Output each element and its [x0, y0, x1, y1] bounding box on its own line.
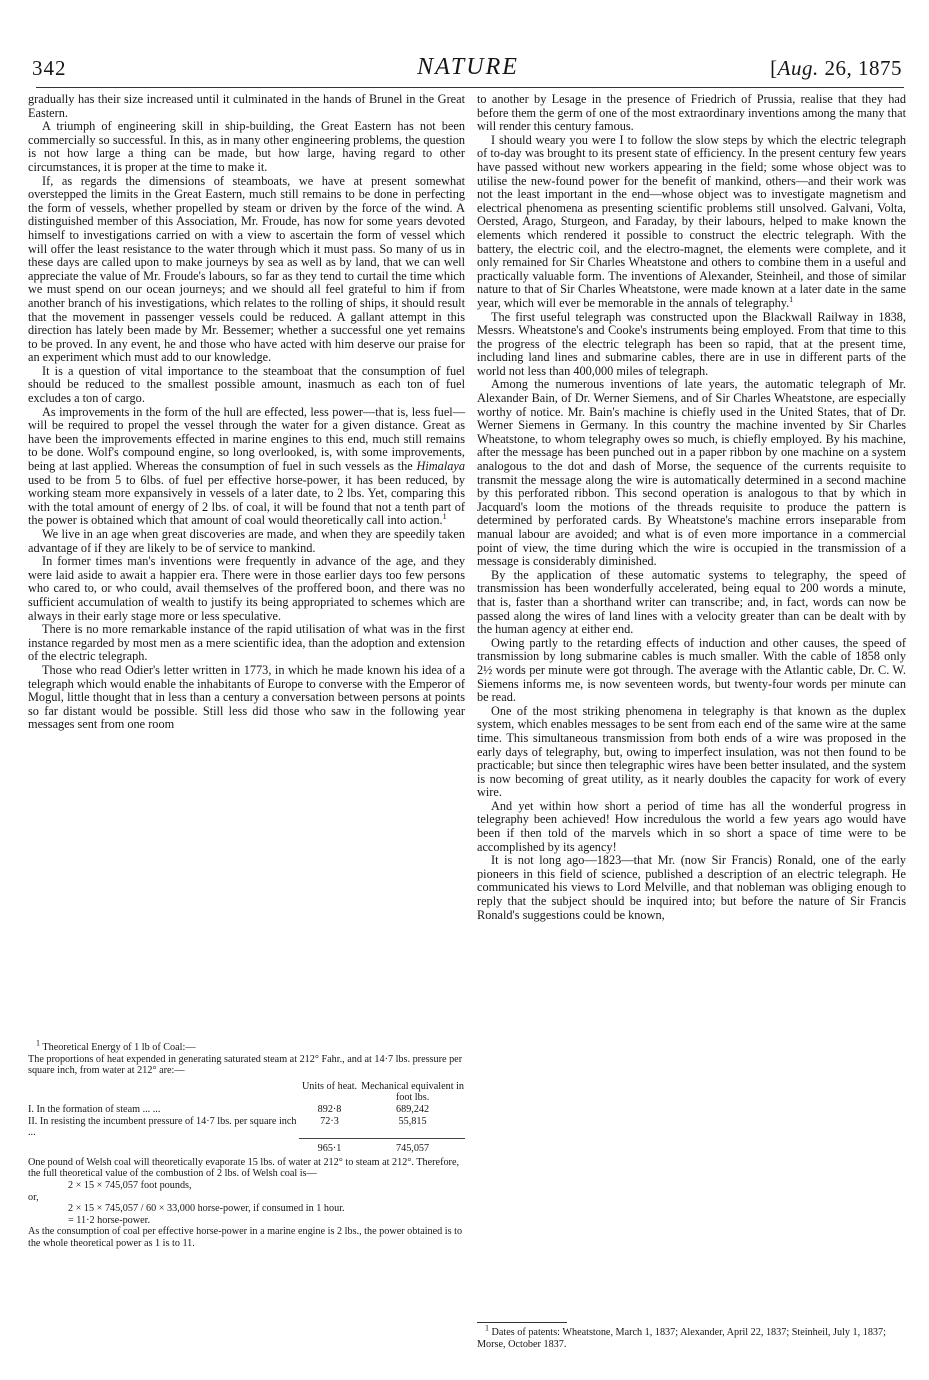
date-bracket: [	[770, 56, 778, 80]
date-month: Aug.	[777, 56, 819, 80]
row-units: 72·3	[320, 1115, 339, 1127]
footnote-number: 1	[36, 1038, 40, 1048]
table-header-row	[28, 1081, 465, 1104]
paragraph: Those who read Odier's letter written in 1773, in which he made known his idea of a telegraph which would enable the inhabitants of Europe to converse with the Emperor of Mogul, little thought that in less than a century a conversation between persons at points so far distant would be possible. Still less did those who saw in the following year messages sent from one room	[28, 662, 465, 732]
footnote-marker: 1	[442, 512, 447, 522]
total-mechanical: 745,057	[360, 1139, 465, 1155]
paragraph: to another by Lesage in the presence of Friedrich of Prussia, realise that they had before them the germ of one of the most extraordinary inventions among the many that will render this century famous.	[477, 92, 906, 134]
journal-title: NATURE	[417, 54, 519, 80]
calculation: 2 × 15 × 745,057 / 60 × 33,000 horse-power, if consumed in 1 hour.	[68, 1203, 345, 1215]
table-total-row	[28, 1139, 465, 1155]
paragraph: There is no more remarkable instance of the rapid utilisation of what was in the first instance regarded by most men as a mere scientific idea, than the adoption and extension of the electric telegraph.	[28, 622, 465, 664]
paragraph-text: I should weary you were I to follow the slow steps by which the electric telegraph of to-day was brought to its present state of efficiency. In the present century few years have passed without new workers appearing in the field; some whose object was to utilise the new-found power for the benefit of mankind, others—and their work was not the least important in the end—whose object was to investigate magnetism and electrical phenomena as presenting scientific problems still unsolved. Galvani, Volta, Oersted, Arago, Sturgeon, and Faraday, by their labours, helped to make known the elements which rendered it possible to construct the electric telegraph. With the battery, the electric coil, and the electro-magnet, the elements were complete, and it only remained for Sir Charles Wheatstone and others to combine them in a useful and practically valuable form. The inventions of Alexander, Steinheil, and those of similar nature to that of Sir Charles Wheatstone, were made known at a later date in the same year, which will ever be memorable in the annals of telegraphy.	[477, 132, 906, 310]
ship-name: Himalaya	[416, 459, 465, 474]
table-row	[28, 1116, 465, 1139]
page-header	[28, 48, 908, 88]
row-mechanical: 689,242	[396, 1103, 430, 1115]
calculation: = 11·2 horse-power.	[68, 1214, 151, 1226]
row-units: 892·8	[317, 1103, 342, 1115]
footnote-coal-energy	[28, 1038, 465, 1250]
footnote-number: 1	[485, 1323, 489, 1333]
right-column	[477, 93, 906, 922]
calculation: 2 × 15 × 745,057 foot pounds,	[68, 1180, 192, 1192]
footnote-text: One pound of Welsh coal will theoretically evaporate 15 lbs. of water at 212° to steam at 212°. Therefore, the full theoretical value of the combustion of 2 lbs. of Welsh coal is—	[28, 1156, 460, 1180]
paragraph-text: As improvements in the form of the hull are effected, less power—that is, less fuel—will be required to propel the vessel through the water for a given distance. Great as have been the improvements effected in marine engines to this end, much still remains to be done. Wolf's compound engine, so long overlooked, is, with some improvements, being at last applied. Whereas the consumption of fuel in such vessels as the	[28, 404, 465, 474]
table-row	[28, 1104, 465, 1116]
paragraph: gradually has their size increased until it culminated in the hands of Brunel in the Great Eastern.	[28, 92, 465, 120]
paragraph	[477, 134, 906, 311]
paragraph: We live in an age when great discoveries are made, and when they are speedily taken advantage of if they are likely to be of service to mankind.	[28, 527, 465, 555]
footnote-text	[477, 1323, 906, 1350]
row-label: I. In the formation of steam ... ...	[28, 1103, 161, 1115]
paragraph: A triumph of engineering skill in ship-building, the Great Eastern has not been commercially so successful. In this, as in many other engineering problems, the question is not how large a thing can be made, but how large, having regard to other circumstances, it is proper at the time to make it.	[28, 119, 465, 174]
header-rule	[36, 87, 904, 88]
column-header-units: Units of heat.	[301, 1080, 358, 1092]
paragraph: Owing partly to the retarding effects of induction and other causes, the speed of transmission by long submarine cables is much smaller. With the cable of 1858 only 2½ words per minute were got through. The average with the Atlantic cable, Dr. C. W. Siemens informs me, is now seventeen words, but twenty-four words per minute can be read.	[477, 635, 906, 705]
footnote-rule	[477, 1322, 567, 1323]
issue-date	[770, 56, 902, 81]
row-mechanical: 55,815	[398, 1115, 427, 1127]
footnote-text: or,	[28, 1191, 39, 1203]
footnote-patent-dates	[477, 1322, 906, 1350]
page-number: 342	[32, 56, 67, 80]
paragraph: One of the most striking phenomena in telegraphy is that known as the duplex system, which enables messages to be sent from each end of the same wire at the same time. This simultaneous transmission from both ends of a wire was proposed in the early days of telegraphy, but, owing to imperfect insulation, was not then found to be practicable; but since then telegraphic wires have been better insulated, and the system is now becoming of great utility, as it nearly doubles the capacity for work of every wire.	[477, 703, 906, 800]
footnote-marker: 1	[789, 294, 794, 304]
paragraph: It is not long ago—1823—that Mr. (now Sir Francis) Ronald, one of the early pioneers in this field of science, published a description of an electric telegraph. He communicated his views to Lord Melville, and that nobleman was obliging enough to reply that the subject should be inquired into; but before the nature of Sir Francis Ronald's suggestions could be known,	[477, 853, 906, 922]
paragraph: It is a question of vital importance to the steamboat that the consumption of fuel should be reduced to the smallest possible amount, inasmuch as each ton of fuel excludes a ton of cargo.	[28, 363, 465, 406]
footnote-body: Dates of patents: Wheatstone, March 1, 1837; Alexander, April 22, 1837; Steinheil, July 1, 1837; Morse, October 1837.	[477, 1327, 886, 1350]
paragraph: If, as regards the dimensions of steamboats, we have at present somewhat overstepped the limits in the Great Eastern, much still remains to be done in perfecting the form of vessels, whether propelled by steam or driven by the force of the wind. A distinguished member of this Association, Mr. Froude, has now for some years devoted himself to investigations carried on with a view to ascertain the form of vessel which will offer the least resistance to the water through which it must pass. So many of us in these days are called upon to make journeys by sea as well as by land, that we can well appreciate the value of Mr. Froude's labours, so far as they tend to curtail the time which we must spend on our ocean journeys; and we should all feel grateful to him if from another branch of his investigations, which relates to the rolling of ships, it should result that the movement in passenger vessels could be reduced. A gallant attempt in this direction has lately been made by Mr. Bessemer; whether a successful one yet remains to be proved. In any event, he and those who have acted with him deserve our praise for an experiment which must add to our knowledge.	[28, 173, 465, 365]
total-units: 965·1	[299, 1139, 360, 1155]
footnote-text: As the consumption of coal per effective horse-power in a marine engine is 2 lbs., the power obtained is to the whole theoretical power as 1 is to 11.	[28, 1226, 463, 1249]
footnote-heading	[28, 1038, 465, 1054]
paragraph: By the application of these automatic systems to telegraphy, the speed of transmission has been wonderfully accelerated, being equal to 200 words a minute, that is, faster than a shorthand writer can transcribe; and, in fact, words can now be passed along the wires of land lines with a velocity greater than can be dealt with by the human agency at either end.	[477, 567, 906, 637]
energy-table	[28, 1081, 465, 1155]
footnote-intro: The proportions of heat expended in generating saturated steam at 212° Fahr., and at 14·7 lbs. pressure per square inch, from water at 212° are:—	[28, 1053, 463, 1077]
paragraph: And yet within how short a period of time has all the wonderful progress in telegraphy been achieved! How incredulous the world a few years ago would have been if then told of the marvels which in so short a space of time were to be accomplished by its agency!	[477, 798, 906, 854]
paragraph: In former times man's inventions were frequently in advance of the age, and they were laid aside to await a happier era. There were in those earlier days too few persons who cared to, or who could, avail themselves of the proffered boon, and there was no sufficient accumulation of wealth to justify its being appropriated to schemes which are always in their early stage more or less speculative.	[28, 554, 465, 623]
footnote-heading-text: Theoretical Energy of 1 lb of Coal:—	[42, 1042, 196, 1053]
paragraph	[28, 406, 465, 528]
paragraph: Among the numerous inventions of late years, the automatic telegraph of Mr. Alexander Bain, of Dr. Werner Siemens, and of Sir Charles Wheatstone, are especially worthy of notice. Mr. Bain's machine is chiefly used in the United States, that of Dr. Werner Siemens in Germany. In this country the machine invented by Sir Charles Wheatstone, to whom telegraphy owes so much, is chiefly employed. By his machine, after the message has been punched out in a paper ribbon by one machine on a system analogous to the dot and dash of Morse, the sequence of the currents requisite to transmit the message along the wire is automatically determined in a second machine by this perforated ribbon. This second operation is analogous to that by which in Jacquard's loom the motions of the threads requisite to produce the pattern is determined by perforated cards. By Wheatstone's machine errors inseparable from manual labour are avoided; and what is of even more importance in a commercial point of view, the time during which the wire is occupied in the transmission of a message is considerably diminished.	[477, 377, 906, 569]
paragraph: The first useful telegraph was constructed upon the Blackwall Railway in 1838, Messrs. Wheatstone's and Cooke's instruments being employed. From that time to this the progress of the electric telegraph has been so rapid, that at the present time, including land lines and submarine cables, there are in use in different parts of the world not less than 400,000 miles of telegraph.	[477, 309, 906, 378]
paragraph-text: used to be from 5 to 6lbs. of fuel per effective horse-power, it has been reduced, by working steam more expansively in vessels of a later date, to 2 lbs. Yet, comparing this with the total amount of energy of 2 lbs. of coal, it will be found that not a tenth part of the power is obtained which that amount of coal would theoretically call into action.	[28, 472, 465, 528]
column-header-mechanical: Mechanical equivalent in foot lbs.	[361, 1080, 465, 1104]
date-day-year: 26, 1875	[818, 56, 902, 80]
left-column	[28, 93, 465, 732]
row-label: II. In resisting the incumbent pressure of 14·7 lbs. per square inch ...	[28, 1115, 297, 1139]
